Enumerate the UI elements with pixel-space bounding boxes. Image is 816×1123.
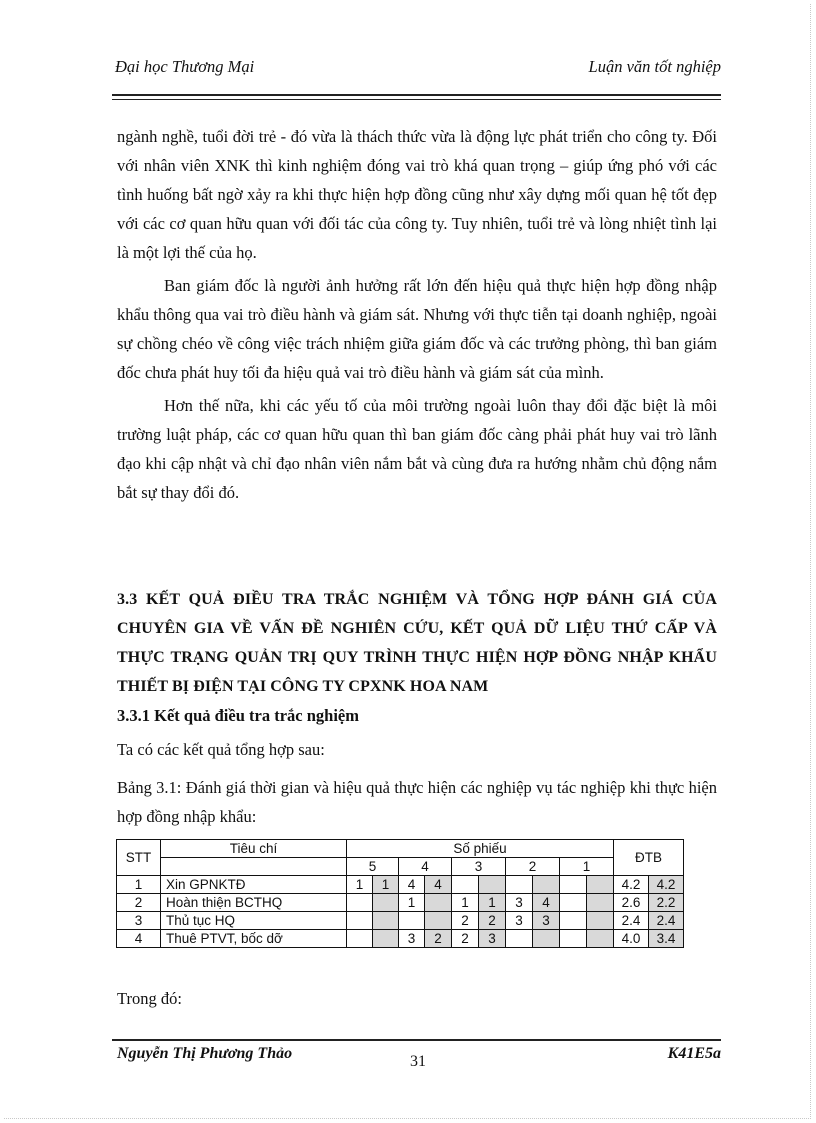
vote-cell bbox=[587, 876, 614, 894]
header-university: Đại học Thương Mại bbox=[115, 57, 255, 76]
paragraph-3: Hơn thế nữa, khi các yếu tố của môi trường ngoài luôn thay đổi đặc biệt là môi trường luật pháp, các cơ quan hữu quan thì ban giám đốc càng phải phát huy vai trò lãnh đạo khi cập nhật và chỉ đạo nhân viên nắm bắt và cùng đưa ra hướng nhằm chủ động nắm bắt sự thay đổi đó. bbox=[117, 396, 717, 502]
vote-cell bbox=[560, 930, 587, 948]
vote-cell bbox=[506, 876, 533, 894]
page-number: 31 bbox=[410, 1053, 426, 1070]
vote-cell bbox=[533, 876, 560, 894]
vote-cell: 1 bbox=[479, 894, 506, 912]
avg-cell: 2.6 bbox=[614, 894, 649, 912]
row-criteria: Hoàn thiện BCTHQ bbox=[161, 894, 347, 912]
header-rule-thick bbox=[112, 94, 721, 96]
vote-cell bbox=[587, 912, 614, 930]
vote-cell bbox=[452, 876, 479, 894]
vote-cell: 3 bbox=[533, 912, 560, 930]
vote-cell: 1 bbox=[347, 876, 373, 894]
vote-cell: 2 bbox=[479, 912, 506, 930]
evaluation-table bbox=[116, 839, 684, 948]
row-stt: 2 bbox=[117, 894, 161, 912]
vote-cell: 3 bbox=[506, 912, 533, 930]
header-average: ĐTB bbox=[614, 840, 684, 876]
score-level: 2 bbox=[506, 858, 560, 876]
score-level: 4 bbox=[399, 858, 452, 876]
vote-cell: 1 bbox=[399, 894, 425, 912]
vote-cell bbox=[587, 930, 614, 948]
vote-cell: 3 bbox=[399, 930, 425, 948]
section-heading: 3.3 KẾT QUẢ ĐIỀU TRA TRẮC NGHIỆM VÀ TỔNG HỢP ĐÁNH GIÁ CỦA CHUYÊN GIA VỀ VẤN ĐỀ NGHIÊN CỨU, KẾT QUẢ DỮ LIỆU THỨ CẤP VÀ THỰC TRẠNG QUẢN TRỊ QUY TRÌNH THỰC HIỆN HỢP ĐỒNG NHẬP KHẨU THIẾT BỊ ĐIỆN TẠI CÔNG TY CPXNK HOA NAM bbox=[117, 591, 717, 695]
vote-cell bbox=[587, 894, 614, 912]
vote-cell bbox=[506, 930, 533, 948]
vote-cell bbox=[560, 876, 587, 894]
table-row bbox=[117, 912, 684, 930]
footer-rule bbox=[112, 1039, 721, 1041]
table-caption: Bảng 3.1: Đánh giá thời gian và hiệu quả thực hiện các nghiệp vụ tác nghiệp khi thực hiện hợp đồng nhập khẩu: bbox=[117, 778, 717, 826]
vote-cell: 2 bbox=[452, 930, 479, 948]
row-criteria: Xin GPNKTĐ bbox=[161, 876, 347, 894]
vote-cell bbox=[560, 912, 587, 930]
vote-cell bbox=[347, 894, 373, 912]
vote-cell bbox=[399, 912, 425, 930]
vote-cell: 3 bbox=[506, 894, 533, 912]
row-stt: 3 bbox=[117, 912, 161, 930]
score-level: 3 bbox=[452, 858, 506, 876]
row-stt: 4 bbox=[117, 930, 161, 948]
table-header-row-2 bbox=[117, 858, 684, 876]
avg-cell: 2.4 bbox=[614, 912, 649, 930]
vote-cell: 4 bbox=[425, 876, 452, 894]
avg-cell: 2.2 bbox=[649, 894, 684, 912]
header-rule-thin bbox=[112, 99, 721, 100]
vote-cell bbox=[425, 894, 452, 912]
table-row bbox=[117, 930, 684, 948]
row-criteria: Thuê PTVT, bốc dỡ bbox=[161, 930, 347, 948]
footer-author: Nguyễn Thị Phương Thảo bbox=[117, 1045, 293, 1062]
vote-cell: 3 bbox=[479, 930, 506, 948]
avg-cell: 3.4 bbox=[649, 930, 684, 948]
vote-cell: 1 bbox=[452, 894, 479, 912]
header-criteria-blank bbox=[161, 858, 347, 876]
vote-cell bbox=[425, 912, 452, 930]
header-votes: Số phiếu bbox=[347, 840, 614, 858]
subsection-heading: 3.3.1 Kết quả điều tra trắc nghiệm bbox=[117, 706, 359, 725]
vote-cell: 2 bbox=[452, 912, 479, 930]
avg-cell: 2.4 bbox=[649, 912, 684, 930]
vote-cell bbox=[373, 912, 399, 930]
where-label: Trong đó: bbox=[117, 989, 182, 1008]
avg-cell: 4.2 bbox=[614, 876, 649, 894]
vote-cell: 4 bbox=[533, 894, 560, 912]
vote-cell bbox=[533, 930, 560, 948]
vote-cell: 1 bbox=[373, 876, 399, 894]
vote-cell: 4 bbox=[399, 876, 425, 894]
score-level: 1 bbox=[560, 858, 614, 876]
page-header bbox=[115, 57, 721, 79]
header-criteria: Tiêu chí bbox=[161, 840, 347, 858]
avg-cell: 4.2 bbox=[649, 876, 684, 894]
vote-cell bbox=[373, 894, 399, 912]
vote-cell bbox=[560, 894, 587, 912]
vote-cell bbox=[479, 876, 506, 894]
paragraph-1: ngành nghề, tuổi đời trẻ - đó vừa là thách thức vừa là động lực phát triển cho công ty. Đối với nhân viên XNK thì kinh nghiệm đóng vai trò khá quan trọng – giúp ứng phó với các tình huống bất ngờ xảy ra khi thực hiện hợp đồng cũng như xây dựng mối quan hệ tốt đẹp với các cơ quan hữu quan với đối tác của công ty. Tuy nhiên, tuổi trẻ và lòng nhiệt tình lại là một lợi thế của họ. bbox=[117, 127, 717, 262]
vote-cell: 2 bbox=[425, 930, 452, 948]
intro-line: Ta có các kết quả tổng hợp sau: bbox=[117, 740, 325, 759]
footer-class-code: K41E5a bbox=[667, 1045, 721, 1062]
row-criteria: Thủ tục HQ bbox=[161, 912, 347, 930]
header-stt: STT bbox=[117, 840, 161, 876]
table-row bbox=[117, 876, 684, 894]
vote-cell bbox=[347, 912, 373, 930]
score-level: 5 bbox=[347, 858, 399, 876]
paragraph-2: Ban giám đốc là người ảnh hưởng rất lớn đến hiệu quả thực hiện hợp đồng nhập khẩu thông qua vai trò điều hành và giám sát. Nhưng với thực tiễn tại doanh nghiệp, ngoài sự chồng chéo về công việc trách nhiệm giữa giám đốc và các trưởng phòng, thì ban giám đốc chưa phát huy tối đa hiệu quả vai trò điều hành và giám sát của mình. bbox=[117, 276, 717, 382]
body-text bbox=[117, 122, 717, 511]
avg-cell: 4.0 bbox=[614, 930, 649, 948]
table-row bbox=[117, 894, 684, 912]
vote-cell bbox=[373, 930, 399, 948]
row-stt: 1 bbox=[117, 876, 161, 894]
header-document-type: Luận văn tốt nghiệp bbox=[588, 57, 721, 76]
vote-cell bbox=[347, 930, 373, 948]
table-header-row-1 bbox=[117, 840, 684, 858]
